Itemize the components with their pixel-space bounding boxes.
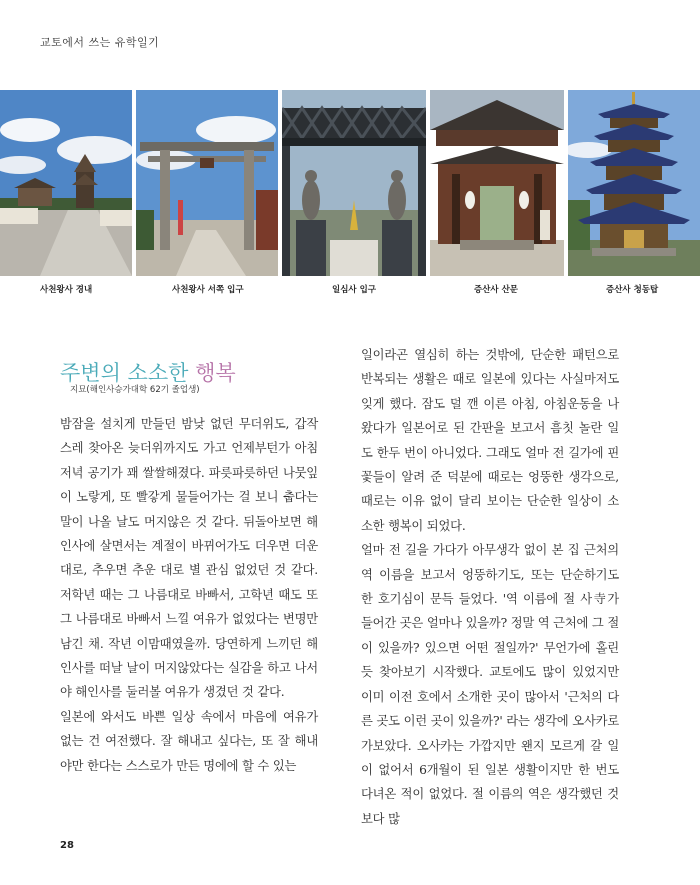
photo-mountain-gate	[430, 90, 564, 276]
article-title-accent: 행복	[195, 361, 236, 386]
article-byline: 지묘(해인사승가대학 62기 졸업생)	[70, 385, 200, 395]
caption-torii-gate: 사천왕사 서쪽 입구	[172, 285, 244, 295]
photo-temple-grounds	[0, 90, 132, 276]
running-header: 교토에서 쓰는 유학일기	[40, 36, 160, 49]
paragraph: 일본에 와서도 바쁜 일상 속에서 마음에 여유가 없는 건 여전했다. 잘 해내고 싶다는, 또 잘 해내야만 한다는 스스로가 만든 명에에 할 수 있는	[60, 709, 318, 773]
photo-steel-gate	[282, 90, 426, 276]
article-column-left	[60, 412, 318, 778]
photo-bronze-pagoda	[568, 90, 700, 276]
paragraph: 일이라곤 열심히 하는 것밖에, 단순한 패턴으로 반복되는 생활은 때로 일본에 있다는 사실마저도 잊게 했다. 잠도 덜 깬 이른 아침, 아침운동을 나왔다가 일본어로 된 간판을 보고서 흠칫 놀란 일도 한두 번이 아니었다. 그래도 얼마 전 길가에 핀 꽃들이 알려 준 덕분에 때로는 엉뚱한 생각으로, 때로는 이유 없이 달리 보이는 단순한 일상이 소소한 행복이 되었다.	[361, 348, 619, 533]
paragraph: 밤잠을 설치게 만들던 밤낮 없던 무더위도, 갑작스레 찾아온 늦더위까지도 가고 언제부턴가 아침저녁 공기가 꽤 쌀쌀해졌다. 파릇파릇하던 나뭇잎이 노랗게, 또 빨갛게 물들어가는 걸 보니 춥다는 말이 나올 날도 머지않은 것 같다. 뒤돌아보면 해인사에 살면서는 계절이 바뀌어가도 더우면 더운 대로, 추우면 추운 대로 별 관심 없었던 것 같다. 저학년 때는 그 나름대로 바빠서, 고학년 때도 또 그 나름대로 바빠서 느낄 여유가 없었다는 변명만 남긴 채. 작년 이맘때였을까. 당연하게 느끼던 해인사를 떠날 날이 머지않았다는 실감을 하고 나서야 해인사를 둘러볼 여유가 생겼던 것 같다.	[60, 417, 318, 700]
photo-torii-gate	[136, 90, 278, 276]
paragraph: 얼마 전 길을 가다가 아무생각 없이 본 집 근처의 역 이름을 보고서 엉뚱하기도, 또는 단순하기도 한 호기심이 문득 들었다. '역 이름에 절 사寺가 들어간 곳은 얼마나 있을까? 정말 역 근처에 그 절이 있을까? 있으면 어떤 절일까?' 무언가에 홀린 듯 찾아보기 시작했다. 교토에도 많이 있었지만 이미 이전 호에서 소개한 곳이 많아서 '근처의 다른 곳도 이런 곳이 있을까?' 라는 생각에 오사카로 가보았다. 오사카는 가깝지만 왠지 모르게 갈 일이 없어서 6개월이 된 일본 생활이지만 한 번도 다녀온 적이 없었다. 절 이름의 역은 생각했던 것보다 많	[361, 543, 619, 826]
photo-captions	[0, 283, 700, 297]
photo-strip	[0, 90, 700, 276]
article-title-main: 주변의 소소한	[60, 361, 196, 386]
caption-steel-gate: 일심사 입구	[332, 285, 377, 295]
caption-temple-grounds: 사천왕사 경내	[40, 285, 93, 295]
article-column-right	[361, 343, 619, 831]
caption-mountain-gate: 증산사 산문	[474, 285, 519, 295]
page-number: 28	[60, 840, 74, 851]
caption-bronze-pagoda: 증산사 청동탑	[606, 285, 659, 295]
